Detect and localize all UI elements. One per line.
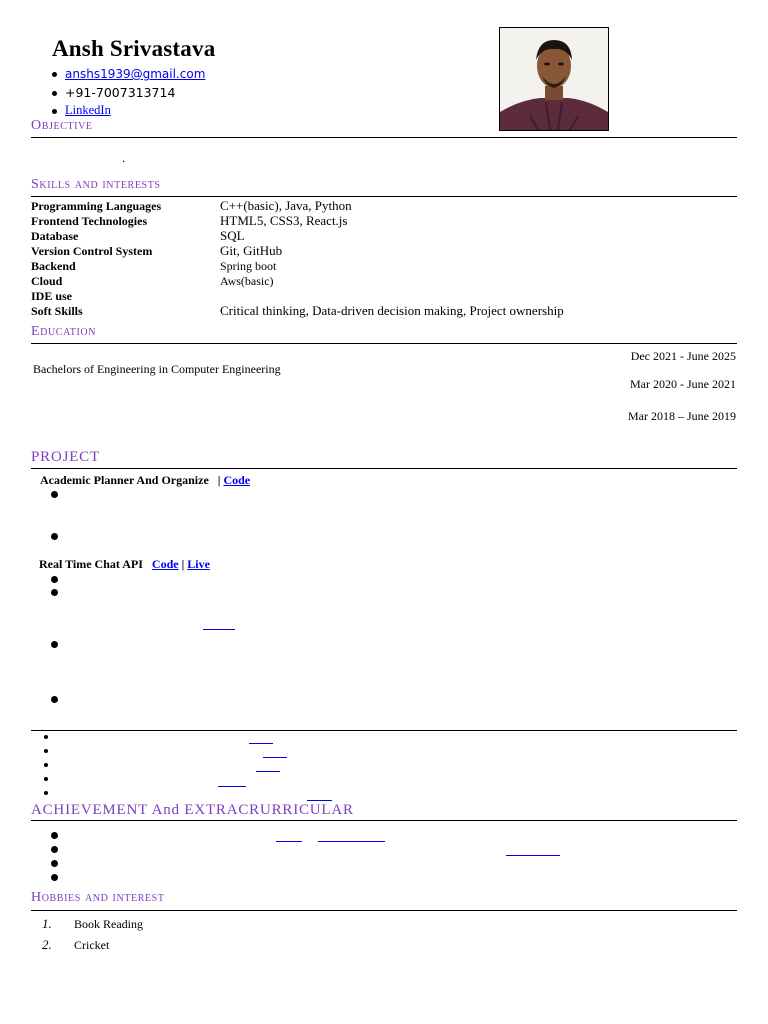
education-date: Mar 2018 – June 2019 — [628, 409, 736, 423]
hidden-link-underline[interactable] — [263, 757, 287, 758]
project-title: Real Time Chat API — [39, 557, 143, 571]
section-divider — [31, 910, 737, 911]
hidden-link-underline[interactable] — [276, 841, 302, 842]
bullet-icon — [51, 696, 58, 703]
section-heading-project: PROJECT — [31, 449, 100, 465]
bullet-icon — [51, 641, 58, 648]
project-code-link[interactable]: Code — [151, 557, 179, 571]
hidden-link-underline[interactable] — [203, 629, 235, 630]
candidate-name: Ansh Srivastava — [52, 36, 216, 61]
hidden-link-underline[interactable] — [218, 786, 246, 787]
hidden-link-underline[interactable] — [256, 771, 280, 772]
project-code-link[interactable]: Code — [223, 473, 251, 487]
section-heading-objective: Objective — [31, 118, 93, 133]
bullet-icon — [51, 832, 58, 839]
skill-value: C++(basic), Java, Python — [220, 198, 352, 213]
hidden-link-underline[interactable] — [318, 841, 385, 842]
skill-value: Git, GitHub — [220, 243, 283, 258]
bullet-icon — [51, 491, 58, 498]
section-divider — [31, 730, 737, 731]
bullet-icon — [52, 91, 57, 96]
education-date: Dec 2021 - June 2025 — [630, 349, 736, 363]
section-heading-skills: Skills and interests — [31, 177, 161, 192]
section-heading-hobbies: Hobbies and interest — [31, 890, 165, 905]
hobby-item: Cricket — [74, 938, 110, 952]
link-separator: | — [217, 473, 221, 487]
hobby-item: Book Reading — [74, 917, 143, 931]
linkedin-link[interactable]: LinkedIn — [65, 103, 111, 117]
bullet-icon — [52, 72, 57, 77]
phone-number: +91-7007313714 — [65, 85, 176, 100]
bullet-icon — [52, 109, 57, 114]
email-link[interactable]: anshs1939@gmail.com — [65, 67, 206, 81]
project-live-link[interactable]: Live — [187, 557, 210, 571]
project-title: Academic Planner And Organize — [40, 473, 209, 487]
bullet-icon — [51, 874, 58, 881]
skill-value: HTML5, CSS3, React.js — [220, 213, 348, 228]
bullet-icon — [44, 749, 48, 753]
contact-email-row — [52, 67, 205, 81]
skill-value: SQL — [220, 228, 245, 243]
hidden-link-underline[interactable] — [307, 800, 332, 801]
skill-label: Database — [31, 229, 79, 243]
hidden-link-underline[interactable] — [506, 855, 560, 856]
person-portrait-icon — [500, 28, 608, 130]
list-number: 2. — [42, 937, 52, 952]
bullet-icon — [44, 763, 48, 767]
project-title-row — [40, 473, 250, 488]
project-title-row — [39, 557, 210, 572]
bullet-icon — [51, 846, 58, 853]
skill-label: Cloud — [31, 274, 63, 288]
section-heading-education: Education — [31, 324, 97, 339]
section-divider — [31, 820, 737, 821]
contact-phone-row — [52, 85, 175, 100]
section-divider — [31, 196, 737, 197]
section-divider — [31, 137, 737, 138]
skill-label: IDE use — [31, 289, 73, 303]
section-heading-achievement: ACHIEVEMENT And EXTRACRURRICULAR — [31, 802, 354, 818]
list-number: 1. — [42, 916, 52, 931]
bullet-icon — [51, 576, 58, 583]
hidden-link-underline[interactable] — [249, 743, 273, 744]
contact-linkedin-row — [52, 103, 111, 118]
profile-photo — [499, 27, 609, 131]
bullet-icon — [51, 860, 58, 867]
section-divider — [31, 343, 737, 344]
education-degree: Bachelors of Engineering in Computer Engineering — [33, 362, 281, 376]
bullet-icon — [44, 777, 48, 781]
skill-label: Soft Skills — [31, 304, 83, 318]
objective-text: . — [122, 150, 126, 165]
skill-value: Critical thinking, Data-driven decision making, Project ownership — [220, 303, 564, 318]
skill-label: Programming Languages — [31, 199, 162, 213]
skill-value: Aws(basic) — [220, 274, 274, 288]
bullet-icon — [44, 735, 48, 739]
bullet-icon — [44, 791, 48, 795]
link-separator: | — [181, 557, 185, 571]
skill-value: Spring boot — [220, 259, 277, 273]
bullet-icon — [51, 589, 58, 596]
skill-label: Version Control System — [31, 244, 153, 258]
section-divider — [31, 468, 737, 469]
skill-label: Frontend Technologies — [31, 214, 148, 228]
bullet-icon — [51, 533, 58, 540]
education-date: Mar 2020 - June 2021 — [630, 377, 736, 391]
skill-label: Backend — [31, 259, 76, 273]
